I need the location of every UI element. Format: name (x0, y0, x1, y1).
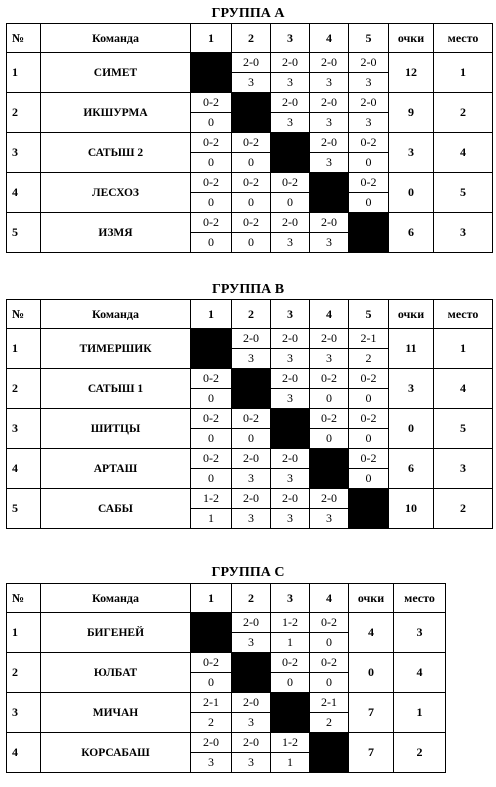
team-name: ШИТЦЫ (41, 409, 191, 449)
match-points: 0 (349, 429, 389, 449)
team-name: ЛЕСХОЗ (41, 173, 191, 213)
match-score: 2-0 (232, 449, 271, 469)
match-score: 2-0 (271, 53, 310, 73)
match-points: 0 (191, 429, 232, 449)
group-a-table (6, 23, 493, 253)
team-place: 3 (394, 613, 446, 653)
team-number: 4 (7, 173, 41, 213)
match-points: 0 (349, 153, 389, 173)
team-points: 7 (349, 693, 394, 733)
match-points: 3 (310, 349, 349, 369)
team-place: 2 (394, 733, 446, 773)
match-score: 2-0 (271, 329, 310, 349)
team-number: 3 (7, 693, 41, 733)
match-score: 2-0 (349, 53, 389, 73)
match-points: 3 (349, 73, 389, 93)
match-score: 2-0 (310, 53, 349, 73)
header-num: № (7, 300, 41, 329)
match-points: 3 (271, 73, 310, 93)
match-score: 0-2 (310, 409, 349, 429)
match-score: 0-2 (310, 613, 349, 633)
match-points: 3 (349, 113, 389, 133)
team-points: 0 (389, 173, 434, 213)
match-points: 0 (191, 233, 232, 253)
match-points: 2 (349, 349, 389, 369)
match-score: 2-0 (349, 93, 389, 113)
header-col-1: 1 (191, 584, 232, 613)
self-match-cell (232, 369, 271, 409)
match-points: 3 (232, 73, 271, 93)
match-score: 2-0 (310, 93, 349, 113)
match-score: 2-0 (232, 613, 271, 633)
header-col-3: 3 (271, 24, 310, 53)
match-points: 3 (271, 389, 310, 409)
header-col-4: 4 (310, 584, 349, 613)
match-score: 2-0 (232, 733, 271, 753)
match-score: 0-2 (349, 133, 389, 153)
group-c-title: ГРУППА С (211, 565, 285, 580)
match-points: 3 (271, 349, 310, 369)
team-points: 9 (389, 93, 434, 133)
match-points: 0 (310, 633, 349, 653)
self-match-cell (191, 329, 232, 369)
self-match-cell (310, 733, 349, 773)
match-score: 2-0 (271, 369, 310, 389)
match-points: 0 (191, 153, 232, 173)
team-points: 3 (389, 369, 434, 409)
match-score: 2-0 (310, 489, 349, 509)
match-points: 3 (232, 753, 271, 773)
team-number: 2 (7, 653, 41, 693)
self-match-cell (271, 133, 310, 173)
match-score: 0-2 (191, 93, 232, 113)
header-place: место (434, 24, 493, 53)
team-place: 5 (434, 173, 493, 213)
match-score: 0-2 (349, 173, 389, 193)
self-match-cell (232, 93, 271, 133)
match-points: 3 (232, 469, 271, 489)
match-points: 2 (310, 713, 349, 733)
self-match-cell (349, 213, 389, 253)
team-name: КОРСАБАШ (41, 733, 191, 773)
match-score: 0-2 (191, 133, 232, 153)
match-score: 2-0 (271, 213, 310, 233)
match-points: 3 (310, 233, 349, 253)
team-number: 1 (7, 613, 41, 653)
team-points: 7 (349, 733, 394, 773)
header-row (7, 300, 493, 329)
match-points: 0 (191, 193, 232, 213)
header-team: Команда (41, 24, 191, 53)
match-points: 1 (191, 509, 232, 529)
team-name: АРТАШ (41, 449, 191, 489)
team-number: 3 (7, 409, 41, 449)
match-score: 0-2 (232, 133, 271, 153)
match-points: 0 (232, 153, 271, 173)
match-score: 2-1 (349, 329, 389, 349)
header-col-4: 4 (310, 300, 349, 329)
match-score: 2-0 (271, 449, 310, 469)
match-score: 2-0 (232, 693, 271, 713)
team-row (7, 489, 493, 509)
team-place: 4 (394, 653, 446, 693)
group-a-title: ГРУППА А (211, 6, 285, 21)
match-points: 3 (271, 233, 310, 253)
team-name: ЮЛБАТ (41, 653, 191, 693)
match-points: 3 (232, 713, 271, 733)
match-score: 2-1 (191, 693, 232, 713)
header-num: № (7, 24, 41, 53)
self-match-cell (349, 489, 389, 529)
team-name: САТЫШ 2 (41, 133, 191, 173)
team-row (7, 93, 493, 113)
team-points: 6 (389, 213, 434, 253)
team-row (7, 369, 493, 389)
team-name: САТЫШ 1 (41, 369, 191, 409)
match-points: 1 (271, 753, 310, 773)
header-team: Команда (41, 584, 191, 613)
match-score: 2-0 (310, 329, 349, 349)
match-points: 3 (271, 469, 310, 489)
team-place: 3 (434, 213, 493, 253)
team-points: 0 (349, 653, 394, 693)
team-name: СИМЕТ (41, 53, 191, 93)
team-number: 2 (7, 93, 41, 133)
team-place: 1 (434, 53, 493, 93)
match-score: 0-2 (232, 409, 271, 429)
match-points: 0 (232, 429, 271, 449)
team-points: 10 (389, 489, 434, 529)
match-points: 3 (191, 753, 232, 773)
match-score: 0-2 (191, 173, 232, 193)
match-score: 2-0 (271, 489, 310, 509)
match-points: 0 (232, 193, 271, 213)
header-col-2: 2 (232, 24, 271, 53)
self-match-cell (191, 53, 232, 93)
match-points: 3 (310, 153, 349, 173)
header-col-2: 2 (232, 300, 271, 329)
match-score: 2-0 (191, 733, 232, 753)
match-points: 0 (191, 673, 232, 693)
team-number: 4 (7, 733, 41, 773)
match-score: 1-2 (271, 733, 310, 753)
match-score: 1-2 (271, 613, 310, 633)
group-b-title: ГРУППА В (211, 282, 285, 297)
group-b-table (6, 299, 493, 529)
match-score: 2-0 (232, 329, 271, 349)
match-points: 3 (271, 113, 310, 133)
match-points: 0 (310, 429, 349, 449)
header-col-3: 3 (271, 300, 310, 329)
team-points: 12 (389, 53, 434, 93)
match-score: 0-2 (271, 173, 310, 193)
match-score: 0-2 (191, 409, 232, 429)
team-row (7, 693, 446, 713)
self-match-cell (271, 693, 310, 733)
match-score: 0-2 (191, 369, 232, 389)
match-score: 0-2 (349, 409, 389, 429)
group-c-table (6, 583, 446, 773)
team-row (7, 133, 493, 153)
header-col-3: 3 (271, 584, 310, 613)
header-points: очки (389, 300, 434, 329)
team-row (7, 173, 493, 193)
header-col-1: 1 (191, 300, 232, 329)
team-points: 11 (389, 329, 434, 369)
match-points: 3 (232, 509, 271, 529)
header-team: Команда (41, 300, 191, 329)
team-name: ИЗМЯ (41, 213, 191, 253)
match-score: 0-2 (271, 653, 310, 673)
header-num: № (7, 584, 41, 613)
team-place: 1 (394, 693, 446, 733)
header-col-5: 5 (349, 300, 389, 329)
match-points: 3 (232, 349, 271, 369)
team-number: 4 (7, 449, 41, 489)
team-row (7, 449, 493, 469)
match-score: 0-2 (310, 369, 349, 389)
team-number: 5 (7, 213, 41, 253)
team-name: ТИМЕРШИК (41, 329, 191, 369)
match-points: 0 (349, 389, 389, 409)
header-points: очки (349, 584, 394, 613)
team-row (7, 653, 446, 673)
match-score: 0-2 (191, 449, 232, 469)
match-score: 0-2 (310, 653, 349, 673)
team-place: 3 (434, 449, 493, 489)
match-score: 0-2 (349, 449, 389, 469)
header-col-1: 1 (191, 24, 232, 53)
header-col-5: 5 (349, 24, 389, 53)
match-points: 3 (310, 113, 349, 133)
match-points: 2 (191, 713, 232, 733)
match-points: 0 (191, 389, 232, 409)
team-number: 2 (7, 369, 41, 409)
header-place: место (434, 300, 493, 329)
team-number: 1 (7, 329, 41, 369)
match-points: 3 (232, 633, 271, 653)
match-score: 2-0 (310, 213, 349, 233)
team-row (7, 213, 493, 233)
match-score: 0-2 (232, 173, 271, 193)
header-col-4: 4 (310, 24, 349, 53)
match-score: 2-0 (232, 489, 271, 509)
team-place: 4 (434, 133, 493, 173)
team-row (7, 409, 493, 429)
team-place: 5 (434, 409, 493, 449)
match-score: 1-2 (191, 489, 232, 509)
match-points: 0 (191, 113, 232, 133)
header-row (7, 584, 446, 613)
match-points: 3 (271, 509, 310, 529)
match-points: 0 (349, 193, 389, 213)
team-place: 2 (434, 489, 493, 529)
match-score: 2-1 (310, 693, 349, 713)
match-points: 3 (310, 509, 349, 529)
header-col-2: 2 (232, 584, 271, 613)
match-points: 0 (232, 233, 271, 253)
team-points: 0 (389, 409, 434, 449)
team-name: ИКШУРМА (41, 93, 191, 133)
team-points: 3 (389, 133, 434, 173)
match-points: 0 (349, 469, 389, 489)
match-points: 1 (271, 633, 310, 653)
team-points: 4 (349, 613, 394, 653)
match-score: 0-2 (232, 213, 271, 233)
team-row (7, 329, 493, 349)
match-score: 2-0 (310, 133, 349, 153)
team-row (7, 53, 493, 73)
header-points: очки (389, 24, 434, 53)
team-name: БИГЕНЕЙ (41, 613, 191, 653)
match-points: 0 (310, 389, 349, 409)
team-number: 1 (7, 53, 41, 93)
team-row (7, 733, 446, 753)
match-points: 0 (271, 193, 310, 213)
match-score: 0-2 (349, 369, 389, 389)
team-points: 6 (389, 449, 434, 489)
match-score: 0-2 (191, 653, 232, 673)
team-place: 2 (434, 93, 493, 133)
team-number: 3 (7, 133, 41, 173)
match-points: 3 (310, 73, 349, 93)
match-points: 0 (191, 469, 232, 489)
match-score: 2-0 (232, 53, 271, 73)
match-points: 0 (310, 673, 349, 693)
match-score: 0-2 (191, 213, 232, 233)
self-match-cell (191, 613, 232, 653)
team-name: САБЫ (41, 489, 191, 529)
team-name: МИЧАН (41, 693, 191, 733)
team-row (7, 613, 446, 633)
team-number: 5 (7, 489, 41, 529)
self-match-cell (310, 449, 349, 489)
self-match-cell (271, 409, 310, 449)
match-score: 2-0 (271, 93, 310, 113)
team-place: 1 (434, 329, 493, 369)
header-row (7, 24, 493, 53)
self-match-cell (232, 653, 271, 693)
team-place: 4 (434, 369, 493, 409)
header-place: место (394, 584, 446, 613)
match-points: 0 (271, 673, 310, 693)
self-match-cell (310, 173, 349, 213)
